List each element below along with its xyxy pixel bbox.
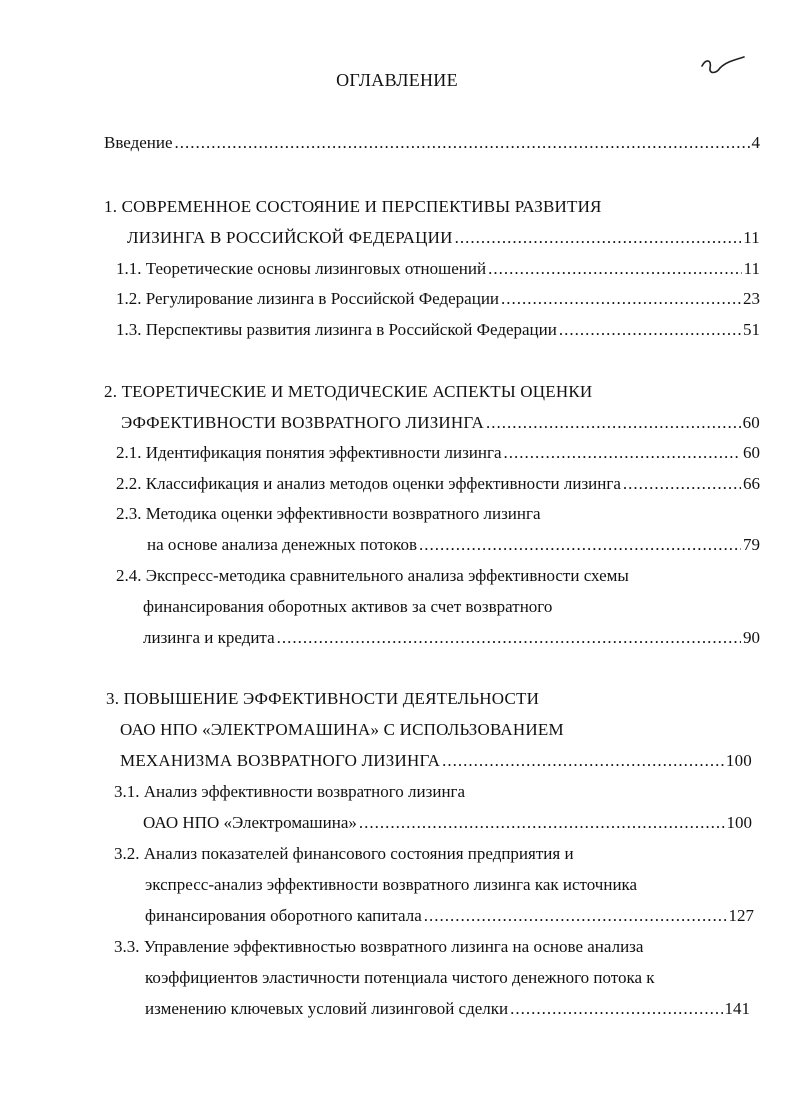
leader-dots	[424, 905, 727, 927]
section-title: ОАО НПО «Электромашина»	[143, 813, 357, 832]
toc-section-3-2-line-1: 3.2. Анализ показателей финансового состояния предприятия и	[114, 844, 574, 863]
leader-dots	[455, 227, 742, 249]
page-title: ОГЛАВЛЕНИЕ	[336, 70, 458, 90]
chapter-2-heading-line-2	[121, 412, 760, 434]
section-title: 2.2. Классификация и анализ методов оценки эффективности лизинга	[116, 474, 621, 493]
chapter-3-title: МЕХАНИЗМА ВОЗВРАТНОГО ЛИЗИНГА	[120, 751, 441, 770]
chapter-1-title: ЛИЗИНГА В РОССИЙСКОЙ ФЕДЕРАЦИИ	[127, 228, 453, 247]
leader-dots	[359, 812, 725, 834]
section-title: 1.2. Регулирование лизинга в Российской Федерации	[116, 289, 500, 308]
toc-section-2-4-line-1: 2.4. Экспресс-методика сравнительного анализа эффективности схемы	[116, 566, 629, 585]
toc-section-1-3	[116, 319, 760, 341]
section-title: на основе анализа денежных потоков	[147, 535, 417, 554]
chapter-2-heading-line-1: 2. ТЕОРЕТИЧЕСКИЕ И МЕТОДИЧЕСКИЕ АСПЕКТЫ ОЦЕНКИ	[104, 382, 593, 401]
chapter-2-page: 60	[742, 413, 760, 432]
chapter-3-page: 100	[725, 751, 752, 770]
toc-intro-page: 4	[751, 133, 760, 152]
leader-dots	[623, 473, 741, 495]
handwritten-mark	[698, 52, 746, 80]
leader-dots	[175, 132, 750, 154]
leader-dots	[559, 319, 741, 341]
toc-section-2-3-line-1: 2.3. Методика оценки эффективности возвратного лизинга	[116, 504, 541, 523]
section-page: 127	[728, 906, 754, 925]
leader-dots	[486, 412, 741, 434]
toc-section-3-3-line-1: 3.3. Управление эффективностью возвратного лизинга на основе анализа	[114, 937, 644, 956]
chapter-1-heading-line-1: 1. СОВРЕМЕННОЕ СОСТОЯНИЕ И ПЕРСПЕКТИВЫ РАЗВИТИЯ	[104, 197, 602, 216]
chapter-2-title: ЭФФЕКТИВНОСТИ ВОЗВРАТНОГО ЛИЗИНГА	[121, 413, 485, 432]
section-title: 1.3. Перспективы развития лизинга в Российской Федерации	[116, 320, 557, 339]
toc-section-2-4-line-2: финансирования оборотных активов за счет возвратного	[143, 597, 553, 616]
chapter-3-heading-line-3	[120, 750, 752, 772]
toc-intro	[104, 132, 760, 154]
chapter-1-heading-line-2	[127, 227, 760, 249]
section-page: 51	[743, 320, 760, 339]
section-title: изменению ключевых условий лизинговой сделки	[145, 999, 509, 1018]
toc-section-3-1-line-1: 3.1. Анализ эффективности возвратного лизинга	[114, 782, 466, 801]
toc-section-3-2-line-2: экспресс-анализ эффективности возвратного лизинга как источника	[145, 875, 638, 894]
toc-section-2-1	[116, 442, 760, 464]
toc-section-3-1-line-2	[143, 812, 752, 834]
toc-section-3-3-line-2: коэффициентов эластичности потенциала чистого денежного потока к	[145, 968, 655, 987]
section-page: 141	[724, 999, 750, 1018]
section-title: 2.1. Идентификация понятия эффективности лизинга	[116, 443, 502, 462]
toc-section-3-2-line-3	[145, 905, 754, 927]
chapter-3-heading-line-1: 3. ПОВЫШЕНИЕ ЭФФЕКТИВНОСТИ ДЕЯТЕЛЬНОСТИ	[106, 689, 540, 708]
section-page: 66	[743, 474, 760, 493]
section-title: лизинга и кредита	[143, 628, 275, 647]
section-page: 90	[743, 628, 760, 647]
toc-section-2-4-line-3	[143, 627, 760, 649]
leader-dots	[510, 998, 722, 1020]
section-page: 11	[743, 259, 760, 278]
leader-dots	[501, 288, 741, 310]
section-page: 100	[726, 813, 752, 832]
toc-section-3-3-line-3	[145, 998, 750, 1020]
leader-dots	[504, 442, 742, 464]
leader-dots	[277, 627, 741, 649]
section-page: 23	[743, 289, 760, 308]
toc-section-1-1	[116, 258, 760, 280]
section-page: 60	[743, 443, 760, 462]
toc-section-2-3-line-2	[147, 534, 760, 556]
chapter-3-heading-line-2: ОАО НПО «ЭЛЕКТРОМАШИНА» С ИСПОЛЬЗОВАНИЕМ	[120, 720, 564, 739]
section-page: 79	[743, 535, 760, 554]
chapter-1-page: 11	[743, 228, 760, 247]
section-title: 1.1. Теоретические основы лизинговых отношений	[116, 259, 487, 278]
toc-section-1-2	[116, 288, 760, 310]
toc-intro-text: Введение	[104, 133, 173, 152]
leader-dots	[488, 258, 742, 280]
leader-dots	[419, 534, 741, 556]
section-title: финансирования оборотного капитала	[145, 906, 422, 925]
toc-section-2-2	[116, 473, 760, 495]
leader-dots	[442, 750, 724, 772]
